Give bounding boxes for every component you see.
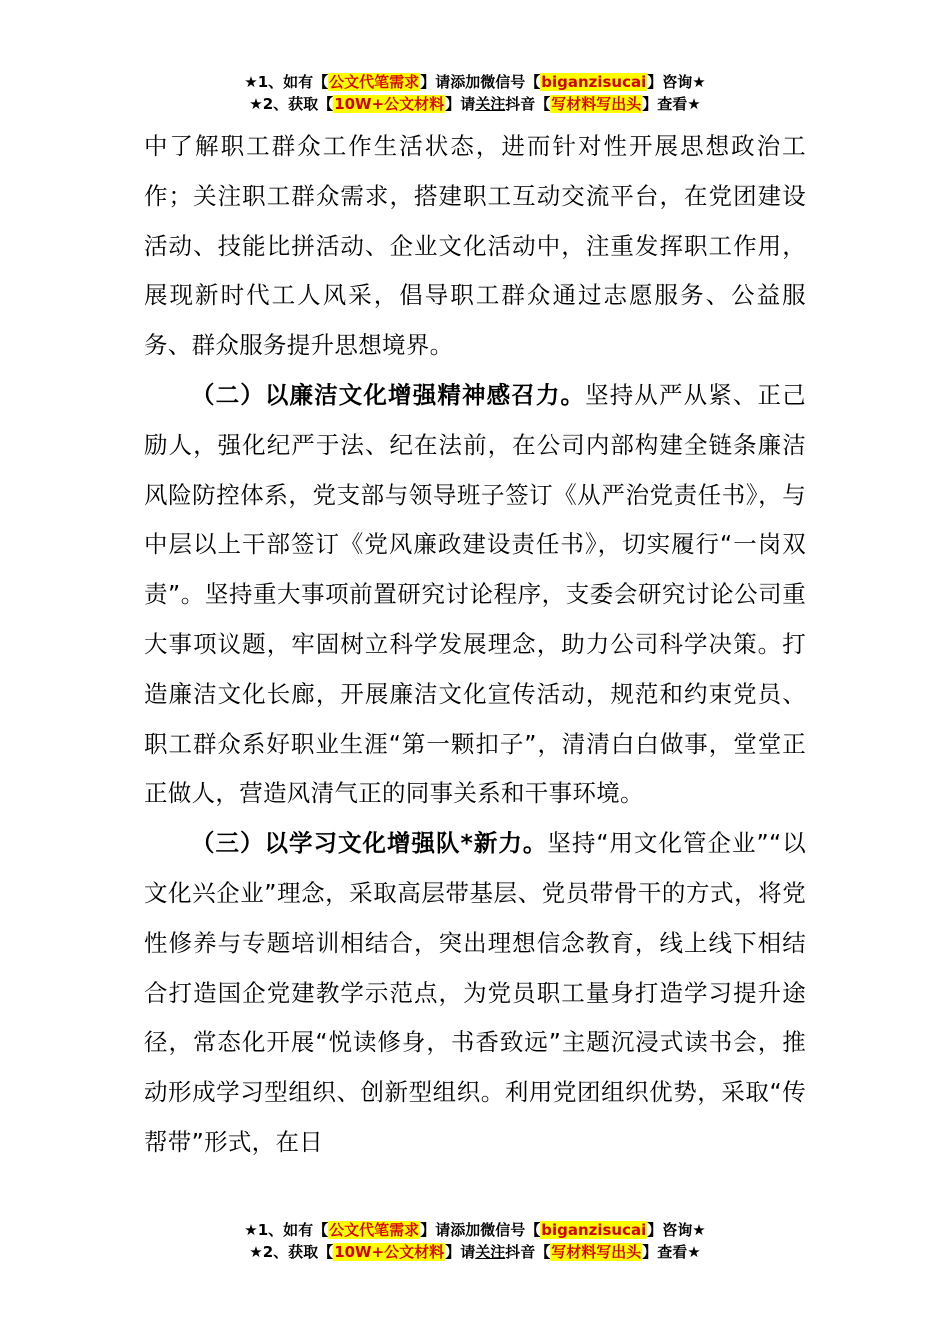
banner-text: 】请 (445, 95, 476, 113)
banner-highlight-douyin: 写材料写出头 (551, 1243, 642, 1261)
section-heading-3: （三）以学习文化增强队*新力。 (191, 829, 548, 858)
paragraph-2-body: 坚持从严从紧、正己励人，强化纪严于法、纪在法前，在公司内部构建全链条廉洁风险防控体系，党支部与领导班子签订《从严治党责任书》，与中层以上干部签订《党风廉政建设责任书》，切实履行“一岗双责”。坚持重大事项前置研究讨论程序，支委会研究讨论公司重大事项议题，牢固树立科学发展理念，助力公司科学决策。打造廉洁文化长廊，开展廉洁文化宣传活动，规范和约束党员、职工群众系好职业生涯“第一颗扣子”，清清白白做事，堂堂正正做人，营造风清气正的同事关系和干事环境。 (144, 380, 806, 808)
footer-line-1 (0, 1219, 950, 1241)
banner-highlight: 10W+公文材料 (334, 95, 445, 113)
banner-text: 】请添加微信号【 (420, 1221, 541, 1239)
banner-highlight: 公文代笔需求 (329, 73, 420, 91)
banner-text: 】请添加微信号【 (420, 73, 541, 91)
banner-text: 】查看★ (642, 1243, 701, 1261)
banner-text: 】查看★ (642, 95, 701, 113)
banner-underline: 关注 (475, 1243, 506, 1261)
banner-highlight: 10W+公文材料 (334, 1243, 445, 1261)
banner-text: 抖音【 (505, 1243, 551, 1261)
banner-text: 】咨询★ (647, 73, 706, 91)
banner-text: ★1、如有【 (244, 73, 329, 91)
header-banner (0, 71, 950, 115)
banner-highlight-douyin: 写材料写出头 (551, 95, 642, 113)
banner-text: ★1、如有【 (244, 1221, 329, 1239)
paragraph-1: 中了解职工群众工作生活状态，进而针对性开展思想政治工作；关注职工群众需求，搭建职工互动交流平台，在党团建设活动、技能比拼活动、企业文化活动中，注重发挥职工作用，展现新时代工人风采，倡导职工群众通过志愿服务、公益服务、群众服务提升思想境界。 (144, 132, 806, 360)
banner-line-1 (0, 71, 950, 93)
paragraph-2 (144, 371, 806, 819)
footer-banner (0, 1219, 950, 1263)
banner-highlight: 公文代笔需求 (329, 1221, 420, 1239)
banner-text: 】咨询★ (647, 1221, 706, 1239)
paragraph-3-body: 坚持“用文化管企业”“以文化兴企业”理念，采取高层带基层、党员带骨干的方式，将党性修养与专题培训相结合，突出理想信念教育，线上线下相结合打造国企党建教学示范点，为党员职工量身打造学习提升途径，常态化开展“悦读修身，书香致远”主题沉浸式读书会，推动形成学习型组织、创新型组织。利用党团组织优势，采取“传帮带”形式，在日 (144, 829, 806, 1156)
paragraph-3 (144, 819, 806, 1168)
banner-text: 】请 (445, 1243, 476, 1261)
banner-text: 抖音【 (505, 95, 551, 113)
footer-line-2 (0, 1241, 950, 1263)
section-heading-2: （二）以廉洁文化增强精神感召力。 (191, 380, 586, 409)
document-body (144, 122, 806, 1168)
banner-line-2 (0, 93, 950, 115)
banner-highlight-wechat: biganzisucai (541, 1221, 647, 1239)
banner-text: ★2、获取【 (249, 1243, 334, 1261)
banner-underline: 关注 (475, 95, 506, 113)
banner-text: ★2、获取【 (249, 95, 334, 113)
banner-highlight-wechat: biganzisucai (541, 73, 647, 91)
